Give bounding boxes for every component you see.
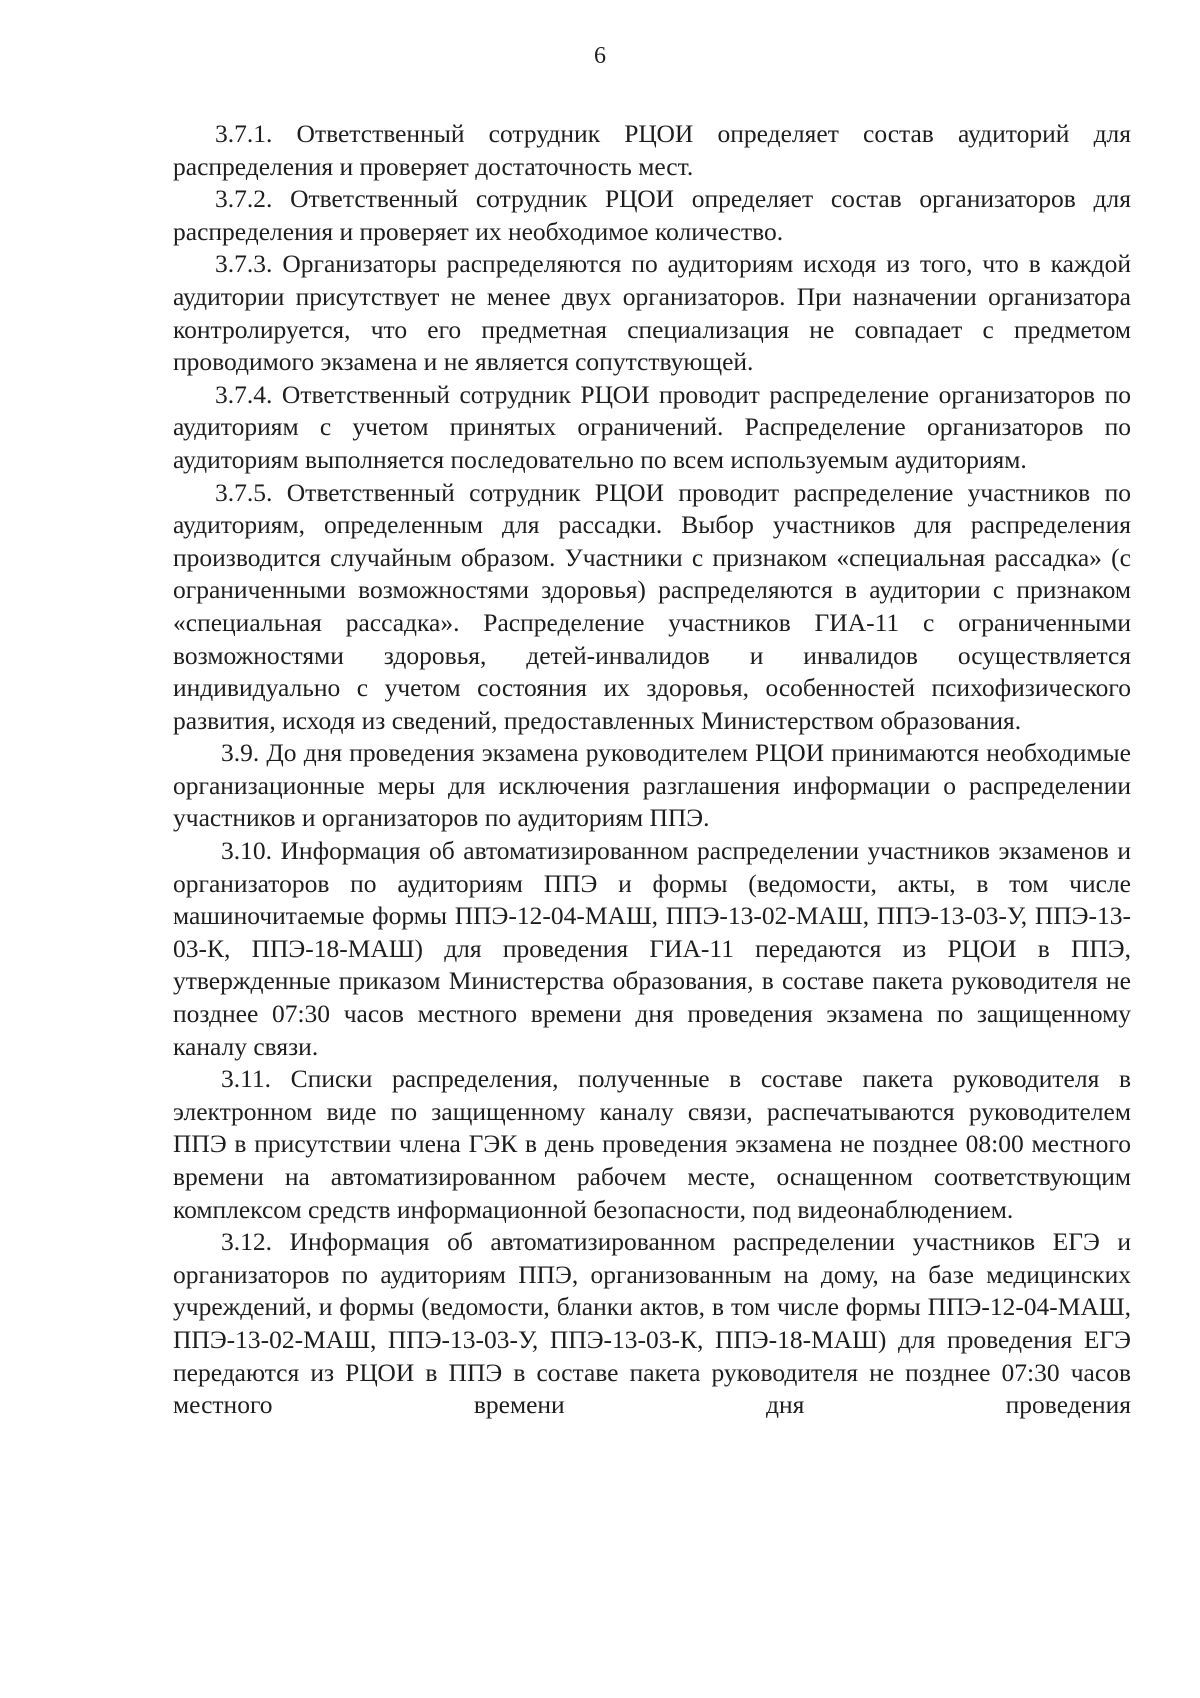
paragraph-3-10: 3.10. Информация об автоматизированном распределении участников экзаменов и организаторов по аудиториям ППЭ и формы (ведомости, акты, в том числе машиночитаемые формы ППЭ-12-04-МАШ, ППЭ-13-02-МАШ, ППЭ-13-03-У, ППЭ-13-03-К, ППЭ-18-МАШ) для проведения ГИА-11 передаются из РЦОИ в ППЭ, утвержденные приказом Министерства образования, в составе пакета руководителя не позднее 07:30 часов местного времени дня проведения экзамена по защищенному каналу связи. bbox=[173, 836, 1131, 1061]
paragraph-3-7-5: 3.7.5. Ответственный сотрудник РЦОИ проводит распределение участников по аудиториям, определенным для рассадки. Выбор участников для распределения производится случайным образом. Участники с признаком «специальная рассадка» (с ограниченными возможностями здоровья) распределяются в аудитории с признаком «специальная рассадка». Распределение участников ГИА-11 с ограниченными возможностями здоровья, детей-инвалидов и инвалидов осуществляется индивидуально с учетом состояния их здоровья, особенностей психофизического развития, исходя из сведений, предоставленных Министерством образования. bbox=[173, 477, 1131, 735]
paragraph-3-7-1: 3.7.1. Ответственный сотрудник РЦОИ определяет состав аудиторий для распределения и проверяет достаточность мест. bbox=[173, 119, 1131, 181]
paragraph-3-9: 3.9. До дня проведения экзамена руководителем РЦОИ принимаются необходимые организационные меры для исключения разглашения информации о распределении участников и организаторов по аудиториям ППЭ. bbox=[173, 738, 1131, 833]
paragraph-3-7-2: 3.7.2. Ответственный сотрудник РЦОИ определяет состав организаторов для распределения и проверяет их необходимое количество. bbox=[173, 184, 1131, 246]
paragraph-3-7-3: 3.7.3. Организаторы распределяются по аудиториям исходя из того, что в каждой аудитории присутствует не менее двух организаторов. При назначении организатора контролируется, что его предметная специализация не совпадает с предметом проводимого экзамена и не является сопутствующей. bbox=[173, 249, 1131, 377]
page-number: 6 bbox=[594, 43, 606, 69]
document-body bbox=[173, 118, 1131, 1422]
paragraph-3-12: 3.12. Информация об автоматизированном распределении участников ЕГЭ и организаторов по аудиториям ППЭ, организованным на дому, на базе медицинских учреждений, и формы (ведомости, бланки актов, в том числе формы ППЭ-12-04-МАШ, ППЭ-13-02-МАШ, ППЭ-13-03-У, ППЭ-13-03-К, ППЭ-18-МАШ) для проведения ЕГЭ передаются из РЦОИ в ППЭ в составе пакета руководителя не позднее 07:30 часов местного времени дня проведения bbox=[173, 1227, 1131, 1420]
paragraph-3-11: 3.11. Списки распределения, полученные в составе пакета руководителя в электронном виде по защищенному каналу связи, распечатываются руководителем ППЭ в присутствии члена ГЭК в день проведения экзамена не позднее 08:00 местного времени на автоматизированном рабочем месте, оснащенном соответствующим комплексом средств информационной безопасности, под видеонаблюдением. bbox=[173, 1064, 1131, 1224]
paragraph-3-7-4: 3.7.4. Ответственный сотрудник РЦОИ проводит распределение организаторов по аудиториям с учетом принятых ограничений. Распределение организаторов по аудиториям выполняется последовательно по всем используемым аудиториям. bbox=[173, 379, 1131, 474]
